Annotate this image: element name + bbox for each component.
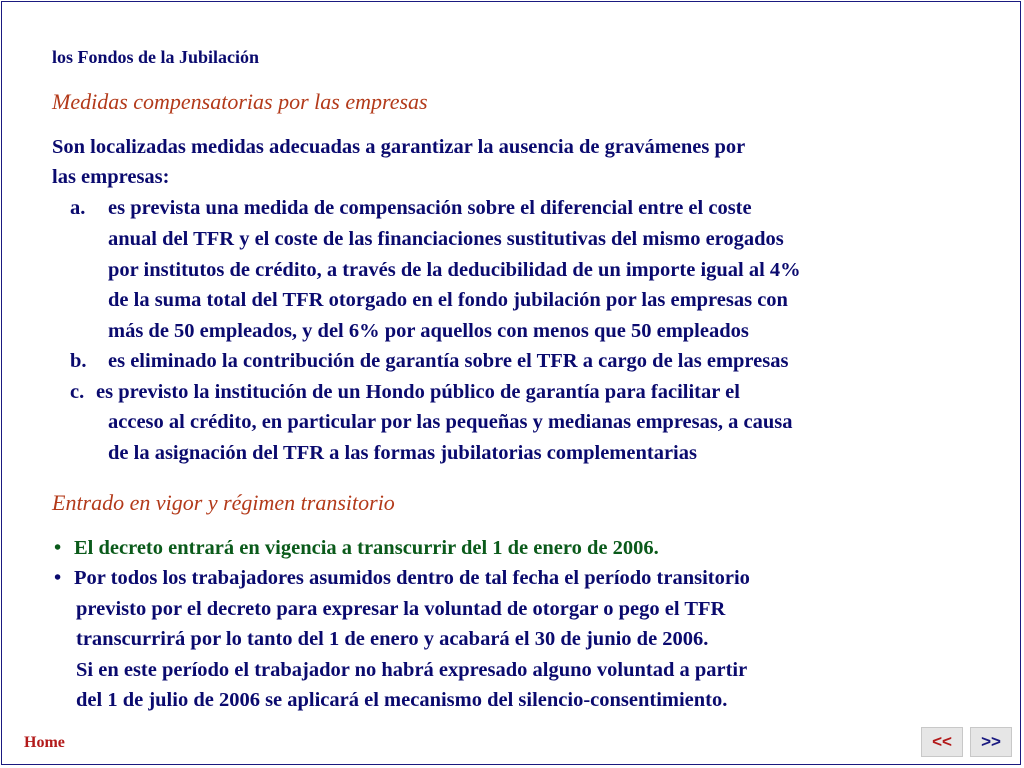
list-marker-c: c.	[70, 381, 85, 403]
bullet-marker-1: •	[54, 537, 62, 559]
item-a-line-2: anual del TFR y el coste de las financiaciones sustitutivas del mismo erogados	[108, 228, 784, 250]
bullet-2-line-2: previsto por el decreto para expresar la voluntad de otorgar o pego el TFR	[76, 598, 726, 620]
list-marker-a: a.	[70, 197, 86, 219]
section-heading-compensatory: Medidas compensatorias por las empresas	[52, 89, 428, 114]
item-c-line-2: acceso al crédito, en particular por las pequeñas y medianas empresas, a causa	[108, 411, 793, 433]
bullet-2-line-1: Por todos los trabajadores asumidos dentro de tal fecha el período transitorio	[74, 567, 750, 589]
item-a-line-4: de la suma total del TFR otorgado en el fondo jubilación por las empresas con	[108, 289, 788, 311]
item-c-line-3: de la asignación del TFR a las formas jubilatorias complementarias	[108, 442, 697, 464]
bullet-2-line-3: transcurrirá por lo tanto del 1 de enero y acabará el 30 de junio de 2006.	[76, 628, 709, 650]
bullet-marker-2: •	[54, 567, 62, 589]
bullet-1-line-1: El decreto entrará en vigencia a transcurrir del 1 de enero de 2006.	[74, 537, 659, 559]
item-a-line-5: más de 50 empleados, y del 6% por aquellos con menos que 50 empleados	[108, 320, 749, 342]
previous-slide-button[interactable]: <<	[921, 727, 963, 757]
item-a-line-1: es prevista una medida de compensación sobre el diferencial entre el coste	[108, 197, 752, 219]
bullet-2-line-4: Si en este período el trabajador no habrá expresado alguno voluntad a partir	[76, 659, 748, 681]
intro-line-1: Son localizadas medidas adecuadas a garantizar la ausencia de gravámenes por	[52, 136, 746, 158]
section-heading-transition: Entrado en vigor y régimen transitorio	[52, 490, 395, 515]
home-link[interactable]: Home	[24, 734, 65, 751]
page-title: los Fondos de la Jubilación	[52, 47, 260, 67]
list-marker-b: b.	[70, 350, 87, 372]
next-slide-button[interactable]: >>	[970, 727, 1012, 757]
item-b-line-1: es eliminado la contribución de garantía sobre el TFR a cargo de las empresas	[108, 350, 789, 372]
item-a-line-3: por institutos de crédito, a través de la deducibilidad de un importe igual al 4%	[108, 259, 801, 281]
intro-line-2: las empresas:	[52, 166, 170, 188]
bullet-2-line-5: del 1 de julio de 2006 se aplicará el mecanismo del silencio-consentimiento.	[76, 689, 728, 711]
item-c-line-1: es previsto la institución de un Hondo público de garantía para facilitar el	[96, 381, 740, 403]
